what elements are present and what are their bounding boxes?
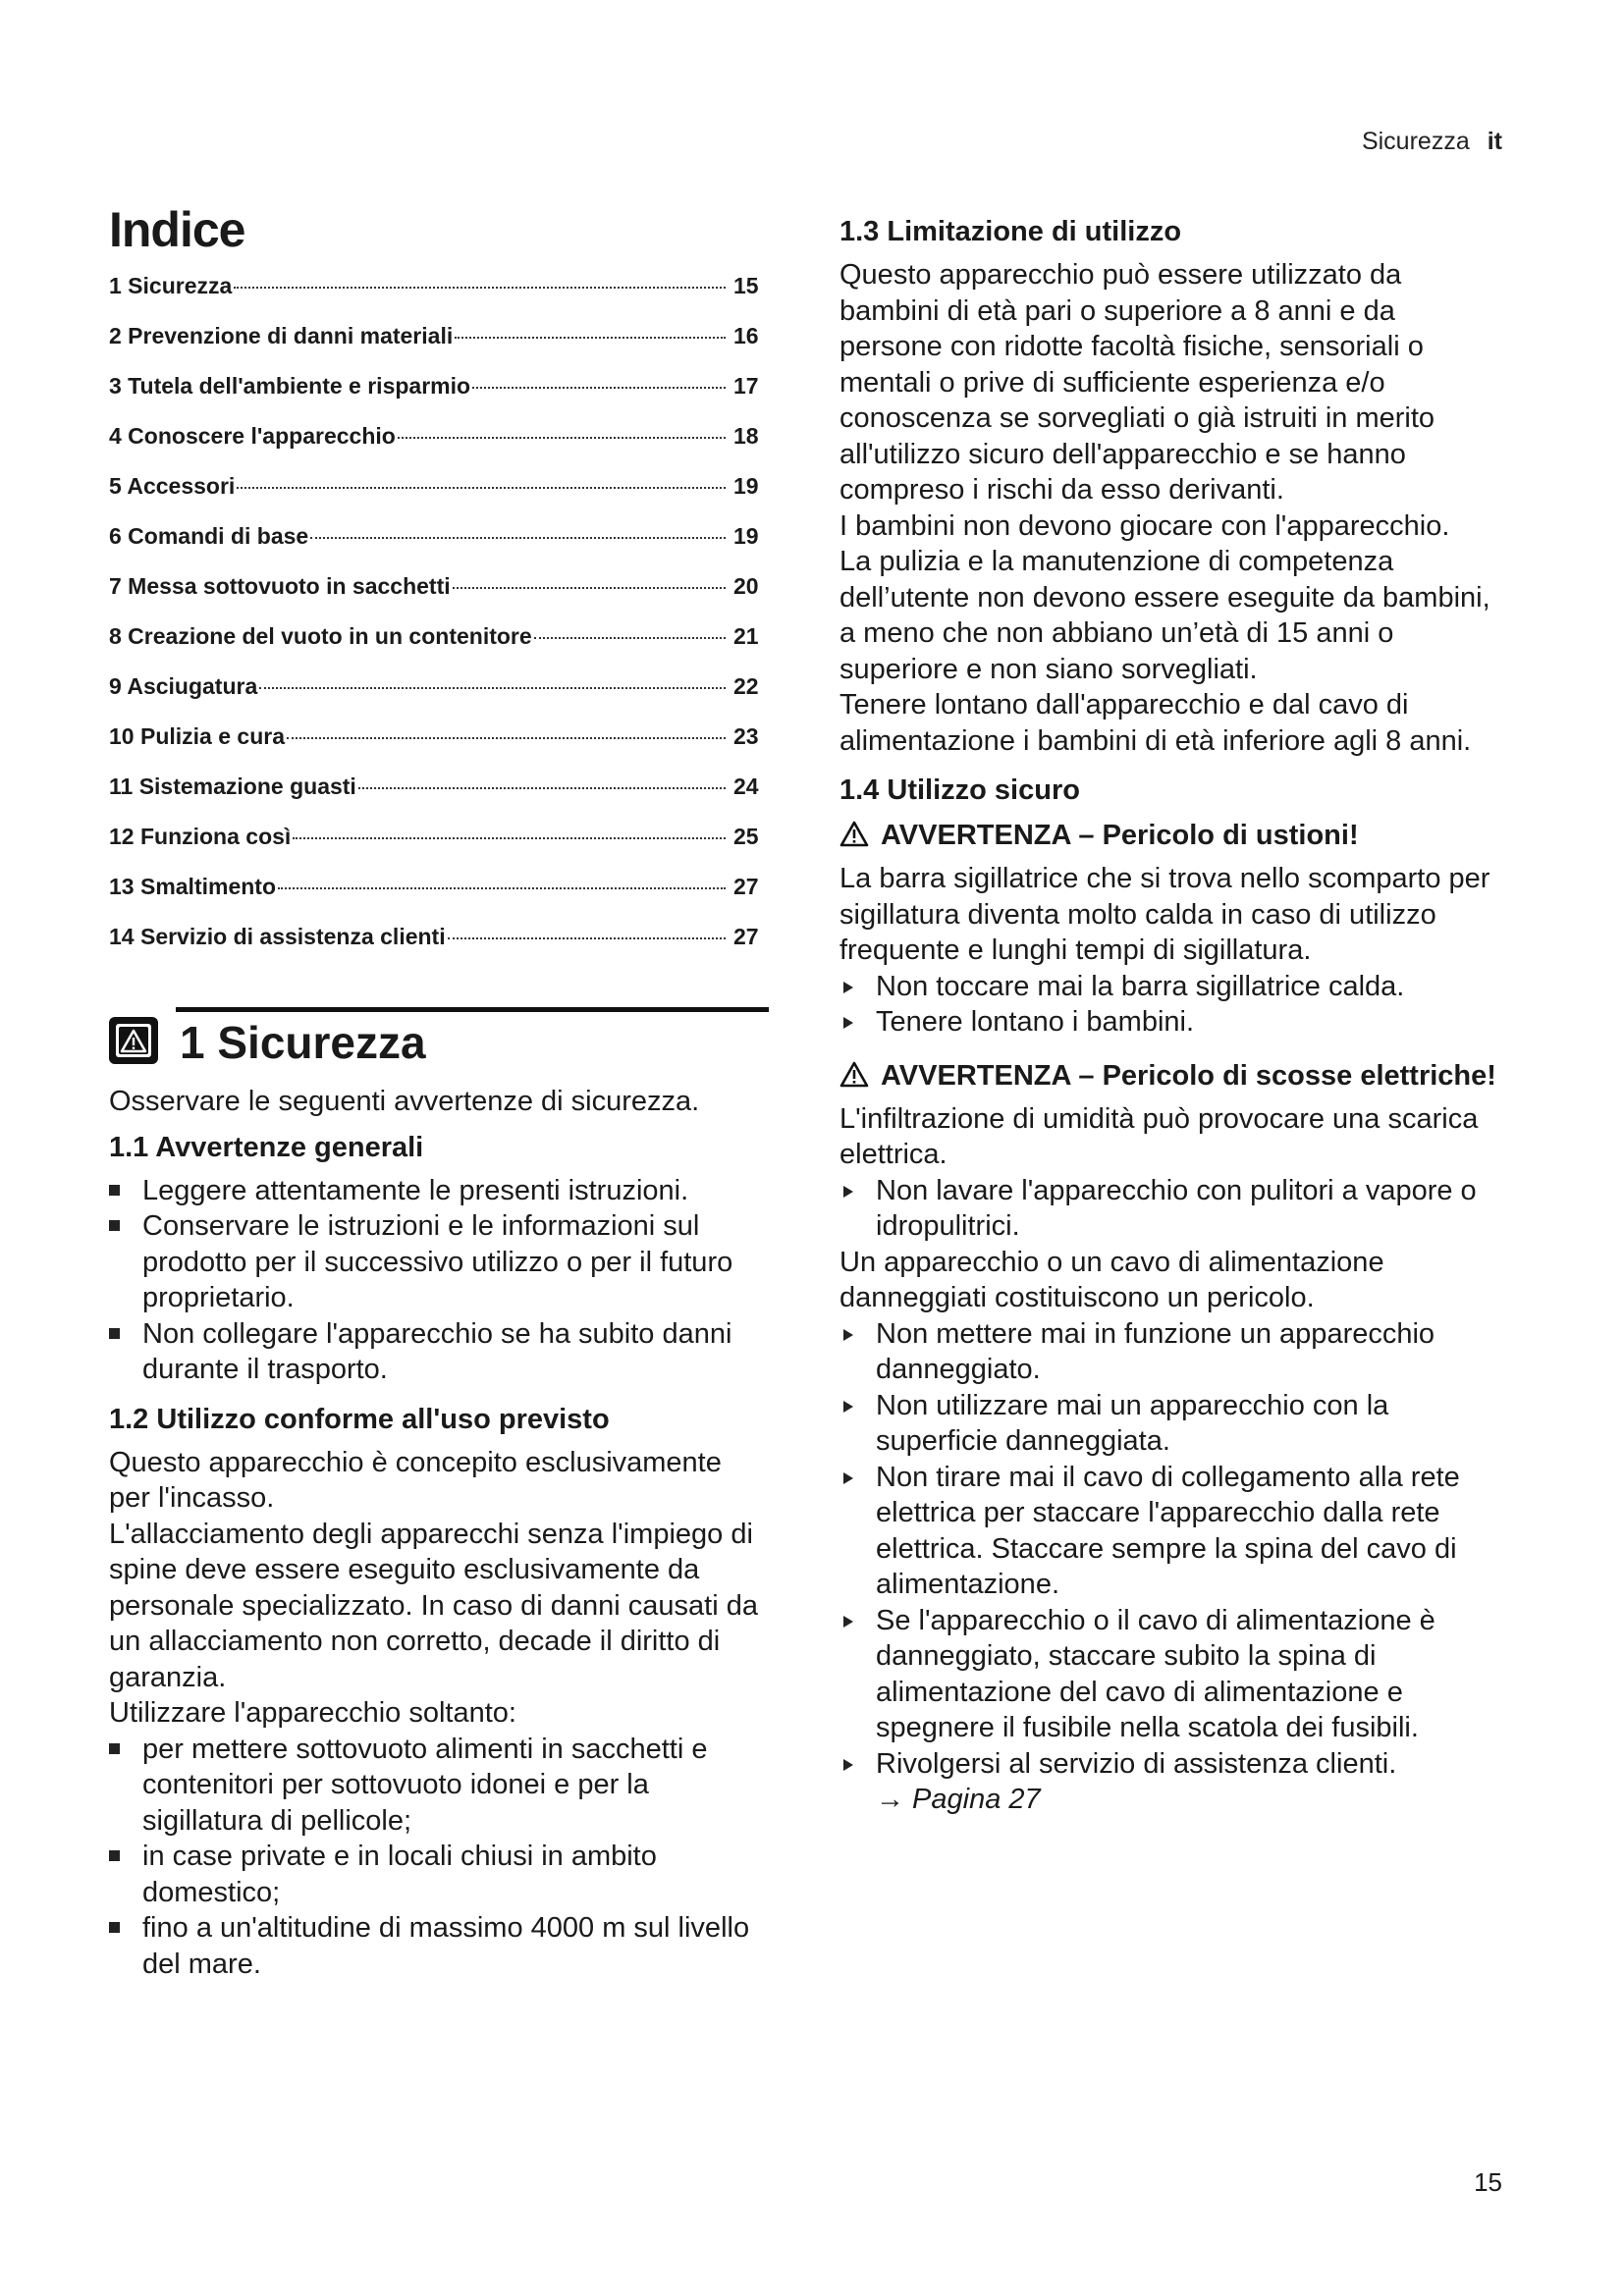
general-warnings-list — [109, 1173, 769, 1388]
toc-label: 12 Funziona così — [109, 824, 292, 849]
toc-leader — [453, 587, 726, 589]
warning-heading-burns — [839, 818, 1499, 853]
toc-leader — [534, 637, 726, 639]
bullet-square-icon — [109, 1850, 120, 1861]
list-item-text: in case private e in locali chiusi in ambito domestico; — [142, 1841, 657, 1908]
index-title: Indice — [109, 202, 245, 257]
electric-steps-list-1 — [839, 1173, 1499, 1245]
list-item-text: Non utilizzare mai un apparecchio con la superficie danneggiata. — [876, 1389, 1389, 1457]
list-item-text: Leggere attentamente le presenti istruzioni. — [142, 1174, 689, 1206]
toc-label: 4 Conoscere l'apparecchio — [109, 423, 396, 449]
arrow-bullet-icon — [843, 1401, 853, 1413]
list-item-text: Conservare le istruzioni e le informazioni sul prodotto per il successivo utilizzo o per il futuro proprietario. — [142, 1210, 733, 1313]
toc-entry[interactable] — [109, 924, 769, 974]
chapter-intro: Osservare le seguenti avvertenze di sicurezza. — [109, 1086, 700, 1117]
toc-page: 22 — [733, 673, 759, 699]
section-heading-1-2: 1.2 Utilizzo conforme all'uso previsto — [109, 1403, 610, 1435]
list-item — [839, 1004, 1499, 1041]
bullet-square-icon — [109, 1220, 120, 1231]
section-heading-1-3: 1.3 Limitazione di utilizzo — [839, 216, 1182, 247]
toc-leader — [259, 687, 726, 689]
header-language: it — [1487, 128, 1502, 155]
toc-entry[interactable] — [109, 723, 769, 774]
paragraph: Questo apparecchio è concepito esclusivamente per l'incasso. — [109, 1446, 722, 1514]
arrow-bullet-icon — [843, 982, 853, 993]
warning-sign-icon — [109, 1017, 158, 1064]
toc-page: 21 — [733, 623, 759, 649]
paragraph: I bambini non devono giocare con l'apparecchio. — [839, 509, 1450, 542]
paragraph: Questo apparecchio può essere utilizzato da bambini di età pari o superiore a 8 anni e da persone con ridotte facoltà fisiche, sensoriali o mentali o prive di sufficiente esperienza e/o conoscenza se sorvegliati o già istruiti in merito all'utilizzo sicuro dell'apparecchio e se hanno compreso i rischi da esso derivanti. — [839, 259, 1435, 506]
toc-label: 14 Servizio di assistenza clienti — [109, 924, 446, 949]
paragraph: Tenere lontano dall'apparecchio e dal cavo di alimentazione i bambini di età inferiore agli 8 anni. — [839, 689, 1472, 757]
toc-entry[interactable] — [109, 874, 769, 924]
toc-label: 8 Creazione del vuoto in un contenitore — [109, 623, 532, 649]
toc-label: 7 Messa sottovuoto in sacchetti — [109, 573, 451, 599]
header-section: Sicurezza — [1361, 128, 1470, 155]
toc-leader — [287, 737, 726, 739]
paragraph: La barra sigillatrice che si trova nello scomparto per sigillatura diventa molto calda in caso di utilizzo frequente e lunghi tempi di sigillatura. — [839, 863, 1490, 966]
toc-leader — [472, 387, 726, 389]
toc-page: 20 — [733, 573, 759, 599]
burns-steps-list — [839, 969, 1499, 1041]
toc-label: 1 Sicurezza — [109, 273, 233, 298]
list-item — [839, 1316, 1499, 1388]
list-item — [109, 1316, 769, 1388]
bullet-square-icon — [109, 1328, 120, 1339]
toc-entry[interactable] — [109, 273, 769, 323]
list-item — [109, 1732, 769, 1840]
list-item — [839, 1746, 1499, 1818]
warning-triangle-icon — [839, 1061, 869, 1088]
list-item — [839, 1460, 1499, 1603]
toc-label: 3 Tutela dell'ambiente e risparmio — [109, 373, 471, 399]
list-item-text: Non collegare l'apparecchio se ha subito danni durante il trasporto. — [142, 1317, 732, 1385]
list-item-text: fino a un'altitudine di massimo 4000 m sul livello del mare. — [142, 1912, 750, 1980]
toc-leader — [310, 537, 726, 539]
toc-page: 19 — [733, 473, 759, 499]
arrow-bullet-icon — [843, 1186, 853, 1198]
toc-entry[interactable] — [109, 423, 769, 473]
warning-title: AVVERTENZA – Pericolo di scosse elettriche! — [881, 1059, 1496, 1092]
bullet-square-icon — [109, 1922, 120, 1933]
toc-entry[interactable] — [109, 523, 769, 573]
toc-page: 25 — [733, 824, 759, 849]
list-item — [109, 1910, 769, 1982]
toc-entry[interactable] — [109, 774, 769, 824]
list-item-text: Rivolgersi al servizio di assistenza clienti. — [876, 1747, 1397, 1780]
bullet-square-icon — [109, 1185, 120, 1196]
toc-leader — [455, 337, 726, 339]
page-reference-link[interactable]: → Pagina 27 — [876, 1784, 1041, 1815]
list-item — [109, 1839, 769, 1910]
list-item — [109, 1208, 769, 1316]
list-item — [109, 1173, 769, 1209]
toc-leader — [448, 937, 726, 939]
toc-page: 15 — [733, 273, 759, 298]
list-item-text: Non toccare mai la barra sigillatrice calda. — [876, 970, 1405, 1002]
toc-page: 18 — [733, 423, 759, 449]
paragraph: La pulizia e la manutenzione di competenza dell’utente non devono essere eseguite da bambini, a meno che non abbiano un’età di 15 anni o superiore e non siano sorvegliati. — [839, 546, 1490, 685]
intended-use-list — [109, 1732, 769, 1983]
warning-triangle-icon — [839, 821, 869, 847]
toc-leader — [358, 787, 726, 789]
toc-label: 10 Pulizia e cura — [109, 723, 285, 749]
list-item — [839, 1173, 1499, 1245]
toc-label: 11 Sistemazione guasti — [109, 774, 356, 799]
list-item — [839, 969, 1499, 1005]
bullet-square-icon — [109, 1743, 120, 1754]
toc-entry[interactable] — [109, 673, 769, 723]
toc-page: 23 — [733, 723, 759, 749]
arrow-bullet-icon — [843, 1472, 853, 1484]
paragraph: Utilizzare l'apparecchio soltanto: — [109, 1697, 516, 1729]
toc-entry[interactable] — [109, 573, 769, 623]
toc-label: 13 Smaltimento — [109, 874, 276, 899]
toc-page: 16 — [733, 323, 759, 348]
toc-leader — [398, 437, 726, 439]
page-number: 15 — [1474, 2167, 1502, 2197]
paragraph: Un apparecchio o un cavo di alimentazione danneggiati costituiscono un pericolo. — [839, 1246, 1384, 1313]
toc-label: 9 Asciugatura — [109, 673, 258, 699]
list-item-text: Tenere lontano i bambini. — [876, 1006, 1195, 1038]
table-of-contents — [109, 273, 769, 974]
toc-leader — [278, 887, 726, 889]
toc-entry[interactable] — [109, 323, 769, 373]
list-item-text: per mettere sottovuoto alimenti in sacchetti e contenitori per sottovuoto idonei e per la sigillatura di pellicole; — [142, 1733, 708, 1837]
arrow-bullet-icon — [843, 1616, 853, 1628]
toc-label: 5 Accessori — [109, 473, 236, 499]
paragraph: L'infiltrazione di umidità può provocare una scarica elettrica. — [839, 1102, 1479, 1170]
toc-page: 19 — [733, 523, 759, 549]
toc-page: 27 — [733, 874, 759, 899]
toc-leader — [293, 837, 726, 839]
paragraph: L'allacciamento degli apparecchi senza l'impiego di spine deve essere eseguito esclusivamente da personale specializzato. In caso di danni causati da un allacciamento non corretto, decade il diritto di garanzia. — [109, 1518, 758, 1693]
toc-label: 6 Comandi di base — [109, 523, 309, 549]
right-body — [839, 214, 1499, 1818]
running-header — [1362, 128, 1502, 156]
chapter-rule — [176, 1007, 769, 1012]
electric-steps-list-2 — [839, 1316, 1499, 1818]
list-item-text: Non tirare mai il cavo di collegamento alla rete elettrica per staccare l'apparecchio dalla rete elettrica. Staccare sempre la spina del cavo di alimentazione. — [876, 1461, 1460, 1600]
toc-entry[interactable] — [109, 473, 769, 523]
section-heading-1-1: 1.1 Avvertenze generali — [109, 1131, 424, 1163]
arrow-bullet-icon — [843, 1329, 853, 1341]
arrow-bullet-icon — [843, 1759, 853, 1771]
warning-heading-electric — [839, 1058, 1499, 1094]
toc-page: 24 — [733, 774, 759, 799]
toc-leader — [234, 287, 726, 289]
list-item — [839, 1603, 1499, 1746]
toc-entry[interactable] — [109, 373, 769, 423]
list-item-text: Se l'apparecchio o il cavo di alimentazione è danneggiato, staccare subito la spina di alimentazione del cavo di alimentazione e spegnere il fusibile nella scatola dei fusibili. — [876, 1604, 1435, 1743]
list-item — [839, 1388, 1499, 1460]
toc-entry[interactable] — [109, 623, 769, 673]
warning-title: AVVERTENZA – Pericolo di ustioni! — [881, 820, 1359, 851]
list-item-text: Non mettere mai in funzione un apparecchio danneggiato. — [876, 1317, 1435, 1385]
list-item-text: Non lavare l'apparecchio con pulitori a vapore o idropulitrici. — [876, 1174, 1477, 1242]
toc-entry[interactable] — [109, 824, 769, 874]
toc-page: 27 — [733, 924, 759, 949]
toc-leader — [237, 487, 726, 489]
toc-page: 17 — [733, 373, 759, 399]
left-body — [109, 1084, 769, 1982]
section-heading-1-4: 1.4 Utilizzo sicuro — [839, 774, 1080, 806]
arrow-bullet-icon — [843, 1017, 853, 1029]
toc-label: 2 Prevenzione di danni materiali — [109, 323, 454, 348]
chapter-title: 1 Sicurezza — [180, 1017, 426, 1068]
